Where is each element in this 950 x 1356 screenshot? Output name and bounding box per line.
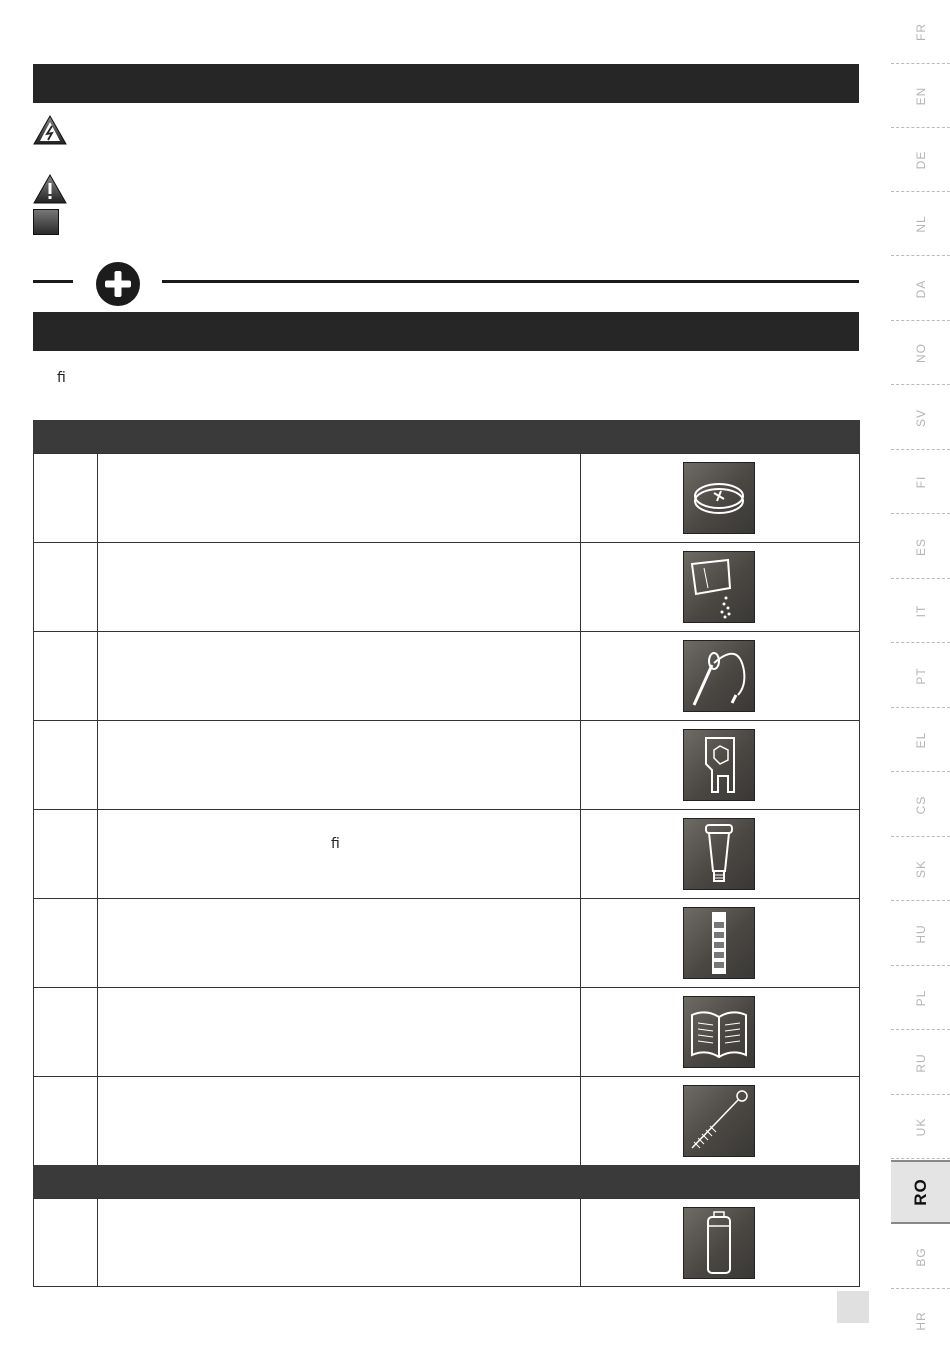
language-tab-bg[interactable] (891, 1225, 950, 1289)
safety-header-bar (33, 64, 859, 103)
row-description-cell (98, 721, 581, 809)
cleaning-brush-icon (683, 1085, 755, 1157)
cleaning-tube-icon (683, 640, 755, 712)
language-tab-label: FR (913, 22, 928, 41)
table-row (33, 898, 860, 987)
language-tab-label: NO (913, 342, 928, 363)
language-tab-label: RO (910, 1178, 930, 1206)
row-image-cell (581, 454, 860, 542)
language-tab-fr[interactable] (891, 0, 950, 64)
language-tab-pt[interactable] (891, 644, 950, 708)
tablet-icon (683, 462, 755, 534)
plus-circle-icon (95, 261, 141, 307)
section-divider-right (162, 280, 859, 283)
intro-text: ﬁ (57, 370, 66, 386)
table-row (33, 987, 860, 1076)
language-tab-sv[interactable] (891, 386, 950, 450)
language-tab-label: SK (913, 859, 928, 878)
language-tab-label: DE (913, 150, 928, 169)
row-number-cell (33, 543, 98, 631)
table-row (33, 453, 860, 542)
table-header (33, 420, 860, 453)
row-image-cell (581, 543, 860, 631)
language-tab-hr[interactable] (891, 1289, 950, 1353)
bottle-icon (683, 1207, 755, 1279)
row-description-cell (98, 632, 581, 720)
language-tab-nl[interactable] (891, 192, 950, 256)
language-tab-label: PT (913, 666, 928, 685)
descaler-sachet-icon (683, 551, 755, 623)
language-tab-cs[interactable] (891, 773, 950, 837)
table-row (33, 809, 860, 898)
language-tab-it[interactable] (891, 579, 950, 643)
language-tab-pl[interactable] (891, 966, 950, 1030)
language-tab-no[interactable] (891, 321, 950, 385)
language-tab-label: CS (913, 795, 928, 814)
row-image-cell (581, 988, 860, 1076)
language-tab-label: EL (913, 731, 928, 748)
general-warning-icon (33, 174, 67, 204)
row-text: ﬁ (331, 836, 340, 852)
row-description-cell (98, 810, 581, 898)
language-tab-es[interactable] (891, 515, 950, 579)
row-description-cell (98, 543, 581, 631)
row-number-cell (33, 721, 98, 809)
row-image-cell (581, 810, 860, 898)
language-tab-hu[interactable] (891, 902, 950, 966)
table-subheader (33, 1165, 860, 1198)
language-tab-label: NL (913, 214, 928, 233)
manual-book-icon (683, 996, 755, 1068)
language-tab-label: BG (913, 1246, 928, 1267)
language-tab-label: FI (913, 475, 928, 488)
test-strip-icon (683, 907, 755, 979)
language-tab-label: EN (913, 86, 928, 105)
language-tab-fi[interactable] (891, 450, 950, 514)
language-tab-label: SV (913, 408, 928, 427)
clip-holder-icon (683, 729, 755, 801)
row-number-cell (33, 899, 98, 987)
table-row (33, 1076, 860, 1165)
language-tab-label: PL (913, 989, 928, 1006)
bullet-square-icon (33, 209, 59, 235)
row-image-cell (581, 1199, 860, 1287)
language-tab-label: HU (913, 923, 928, 944)
row-image-cell (581, 899, 860, 987)
row-number-cell (33, 810, 98, 898)
language-tab-sk[interactable] (891, 837, 950, 901)
language-tab-label: ES (913, 537, 928, 556)
language-tab-de[interactable] (891, 128, 950, 192)
table-bottom-border (33, 1286, 860, 1287)
row-number-cell (33, 988, 98, 1076)
row-description-cell (98, 454, 581, 542)
table-row (33, 631, 860, 720)
language-tab-label: RU (913, 1052, 928, 1073)
language-tab-label: UK (913, 1117, 928, 1136)
language-tab-en[interactable] (891, 64, 950, 128)
language-tab-da[interactable] (891, 257, 950, 321)
language-tab-label: DA (913, 279, 928, 298)
row-image-cell (581, 721, 860, 809)
language-tab-el[interactable] (891, 708, 950, 772)
row-image-cell (581, 632, 860, 720)
row-description-cell (98, 1199, 581, 1287)
electrical-warning-icon (33, 115, 67, 145)
row-image-cell (581, 1077, 860, 1165)
language-tab-uk[interactable] (891, 1095, 950, 1159)
table-row (33, 542, 860, 631)
language-tab-ru[interactable] (891, 1031, 950, 1095)
row-number-cell (33, 632, 98, 720)
row-number-cell (33, 454, 98, 542)
section-divider-left (33, 280, 73, 283)
table-row (33, 720, 860, 809)
row-number-cell (33, 1077, 98, 1165)
table-row (33, 1198, 860, 1287)
language-tab-label: HR (913, 1311, 928, 1331)
language-tab-label: IT (913, 604, 928, 617)
row-number-cell (33, 1199, 98, 1287)
row-description-cell (98, 988, 581, 1076)
accessories-header-bar (33, 312, 859, 351)
page-number-box (837, 1291, 869, 1323)
row-description-cell (98, 1077, 581, 1165)
filter-cartridge-icon (683, 818, 755, 890)
row-description-cell (98, 899, 581, 987)
language-tab-ro[interactable] (891, 1160, 950, 1224)
